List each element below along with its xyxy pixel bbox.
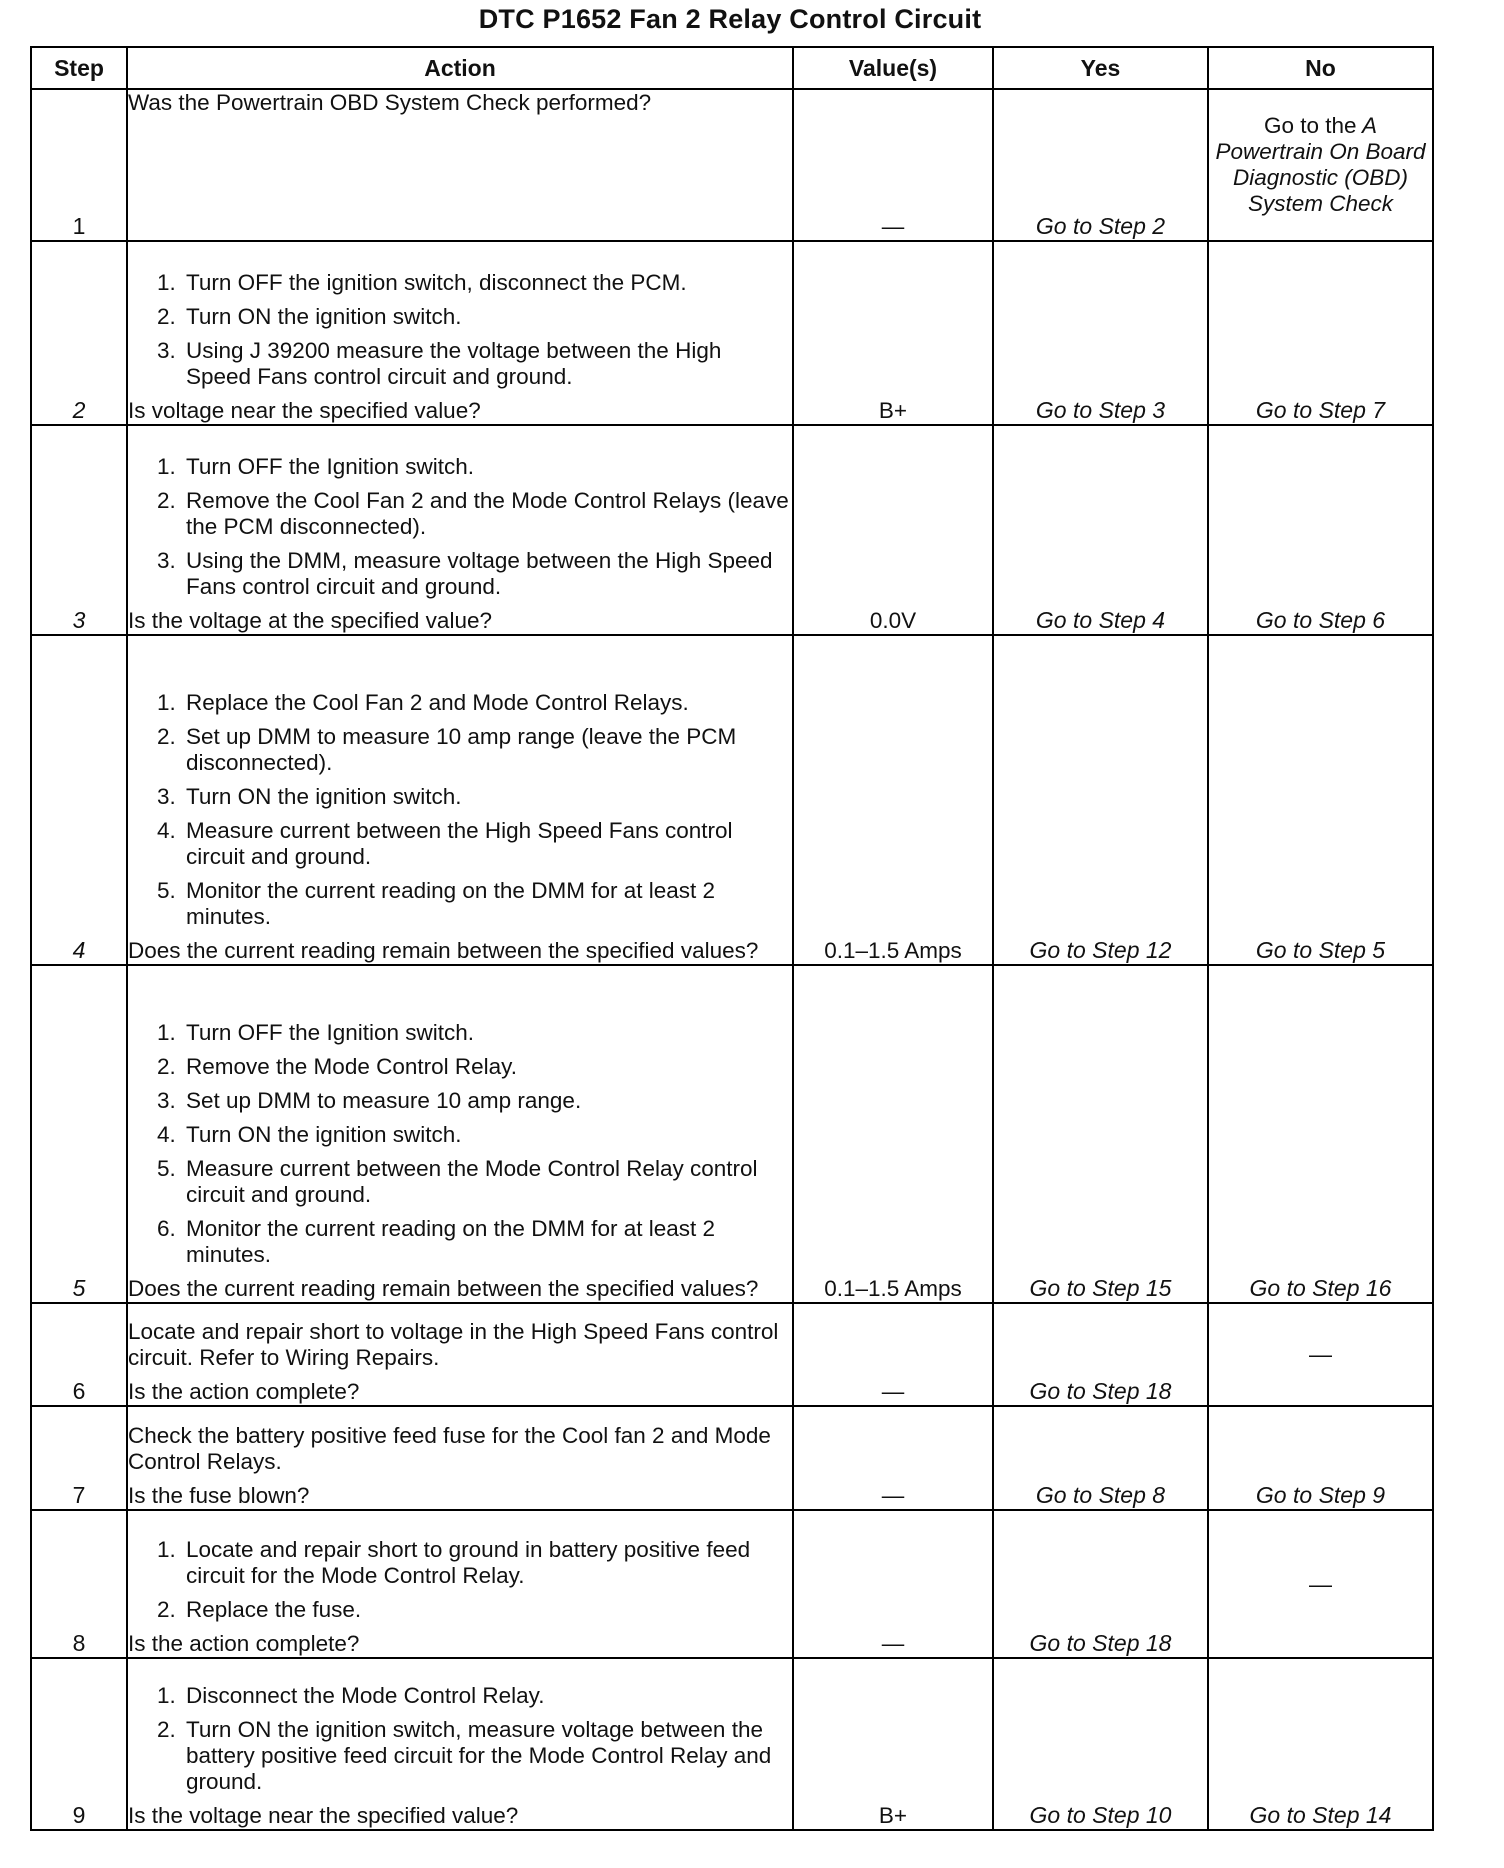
action-step: 4. Turn ON the ignition switch.: [182, 1122, 792, 1148]
action-step: 5. Measure current between the Mode Control Relay control circuit and ground.: [182, 1156, 792, 1208]
action-question: Is the action complete?: [128, 1379, 360, 1404]
action-step: 3. Set up DMM to measure 10 amp range.: [182, 1088, 792, 1114]
action-step: 2. Turn ON the ignition switch, measure voltage between the battery positive feed circuit for the Mode Control Relay and ground.: [182, 1717, 792, 1795]
table-row: [31, 1658, 1433, 1830]
no-cell: [1208, 89, 1433, 241]
table-row: [31, 1406, 1433, 1510]
action-step: 3. Using J 39200 measure the voltage between the High Speed Fans control circuit and ground.: [182, 338, 792, 390]
action-question: Does the current reading remain between the specified values?: [128, 1276, 759, 1301]
no-prefix: Go to the: [1264, 113, 1357, 138]
step-number: 6: [31, 1303, 127, 1406]
action-steps: [128, 1683, 792, 1795]
action-question: Is the action complete?: [128, 1631, 360, 1656]
action-step: 3. Turn ON the ignition switch.: [182, 784, 792, 810]
value-cell: —: [793, 89, 993, 241]
header-no: No: [1208, 47, 1433, 89]
action-step: 1. Disconnect the Mode Control Relay.: [182, 1683, 792, 1709]
table-row: [31, 1510, 1433, 1658]
action-step: 2. Turn ON the ignition switch.: [182, 304, 792, 330]
no-cell: Go to Step 16: [1208, 965, 1433, 1303]
step-number: 7: [31, 1406, 127, 1510]
yes-cell: Go to Step 10: [993, 1658, 1208, 1830]
action-steps: [128, 1020, 792, 1268]
value-cell: —: [793, 1510, 993, 1658]
no-cell: Go to Step 5: [1208, 635, 1433, 965]
action-step: 2. Replace the fuse.: [182, 1597, 792, 1623]
header-action: Action: [127, 47, 793, 89]
action-step: 1. Turn OFF the ignition switch, disconnect the PCM.: [182, 270, 792, 296]
action-cell: [127, 89, 793, 241]
value-cell: 0.0V: [793, 425, 993, 635]
table-row: [31, 1303, 1433, 1406]
action-step: 1. Locate and repair short to ground in battery positive feed circuit for the Mode Control Relay.: [182, 1537, 792, 1589]
yes-cell: Go to Step 3: [993, 241, 1208, 425]
action-step: 1. Turn OFF the Ignition switch.: [182, 1020, 792, 1046]
action-cell: [127, 1510, 793, 1658]
action-step: 4. Measure current between the High Speed Fans control circuit and ground.: [182, 818, 792, 870]
no-cell: Go to Step 14: [1208, 1658, 1433, 1830]
action-step: 2. Remove the Mode Control Relay.: [182, 1054, 792, 1080]
action-text: Locate and repair short to voltage in the High Speed Fans control circuit. Refer to Wiring Repairs.: [128, 1319, 779, 1370]
yes-cell: Go to Step 18: [993, 1510, 1208, 1658]
yes-cell: Go to Step 18: [993, 1303, 1208, 1406]
table-row: [31, 425, 1433, 635]
step-number: 8: [31, 1510, 127, 1658]
diagnostic-table: [30, 46, 1434, 1831]
action-question: Is the voltage near the specified value?: [128, 1803, 519, 1828]
action-question: Is the voltage at the specified value?: [128, 608, 492, 633]
step-number: 1: [31, 89, 127, 241]
action-question: Does the current reading remain between the specified values?: [128, 938, 759, 963]
yes-cell: Go to Step 15: [993, 965, 1208, 1303]
table-row: [31, 89, 1433, 241]
yes-cell: Go to Step 12: [993, 635, 1208, 965]
value-cell: —: [793, 1406, 993, 1510]
page-title: DTC P1652 Fan 2 Relay Control Circuit: [478, 4, 982, 34]
action-text: Was the Powertrain OBD System Check performed?: [128, 90, 652, 115]
step-number: 2: [31, 241, 127, 425]
no-cell: Go to Step 7: [1208, 241, 1433, 425]
action-text: Check the battery positive feed fuse for the Cool fan 2 and Mode Control Relays.: [128, 1423, 771, 1474]
value-cell: 0.1–1.5 Amps: [793, 635, 993, 965]
no-cell: Go to Step 9: [1208, 1406, 1433, 1510]
yes-cell: Go to Step 8: [993, 1406, 1208, 1510]
value-cell: B+: [793, 241, 993, 425]
action-cell: [127, 241, 793, 425]
no-cell: —: [1208, 1510, 1433, 1658]
action-steps: [128, 270, 792, 390]
table-row: [31, 241, 1433, 425]
step-number: 3: [31, 425, 127, 635]
value-cell: B+: [793, 1658, 993, 1830]
action-steps: [128, 454, 792, 600]
action-step: 3. Using the DMM, measure voltage between the High Speed Fans control circuit and ground.: [182, 548, 792, 600]
action-cell: [127, 1303, 793, 1406]
header-yes: Yes: [993, 47, 1208, 89]
obd-check-link[interactable]: A Powertrain On Board Diagnostic (OBD) System Check: [1215, 113, 1426, 216]
action-cell: [127, 635, 793, 965]
action-step: 1. Replace the Cool Fan 2 and Mode Control Relays.: [182, 690, 792, 716]
value-cell: 0.1–1.5 Amps: [793, 965, 993, 1303]
action-cell: [127, 1406, 793, 1510]
no-cell: Go to Step 6: [1208, 425, 1433, 635]
action-steps: [128, 1537, 792, 1623]
no-cell: —: [1208, 1303, 1433, 1406]
table-row: [31, 635, 1433, 965]
table-row: [31, 965, 1433, 1303]
header-step: Step: [31, 47, 127, 89]
header-row: [31, 47, 1433, 89]
step-number: 9: [31, 1658, 127, 1830]
action-cell: [127, 1658, 793, 1830]
action-question: Is voltage near the specified value?: [128, 398, 481, 423]
action-step: 2. Set up DMM to measure 10 amp range (leave the PCM disconnected).: [182, 724, 792, 776]
action-question: Is the fuse blown?: [128, 1483, 310, 1508]
step-number: 4: [31, 635, 127, 965]
action-step: 2. Remove the Cool Fan 2 and the Mode Control Relays (leave the PCM disconnected).: [182, 488, 792, 540]
step-number: 5: [31, 965, 127, 1303]
action-cell: [127, 425, 793, 635]
action-step: 6. Monitor the current reading on the DMM for at least 2 minutes.: [182, 1216, 792, 1268]
action-steps: [128, 690, 792, 930]
yes-cell: Go to Step 4: [993, 425, 1208, 635]
action-step: 1. Turn OFF the Ignition switch.: [182, 454, 792, 480]
header-values: Value(s): [793, 47, 993, 89]
action-cell: [127, 965, 793, 1303]
yes-cell: Go to Step 2: [993, 89, 1208, 241]
value-cell: —: [793, 1303, 993, 1406]
action-step: 5. Monitor the current reading on the DMM for at least 2 minutes.: [182, 878, 792, 930]
